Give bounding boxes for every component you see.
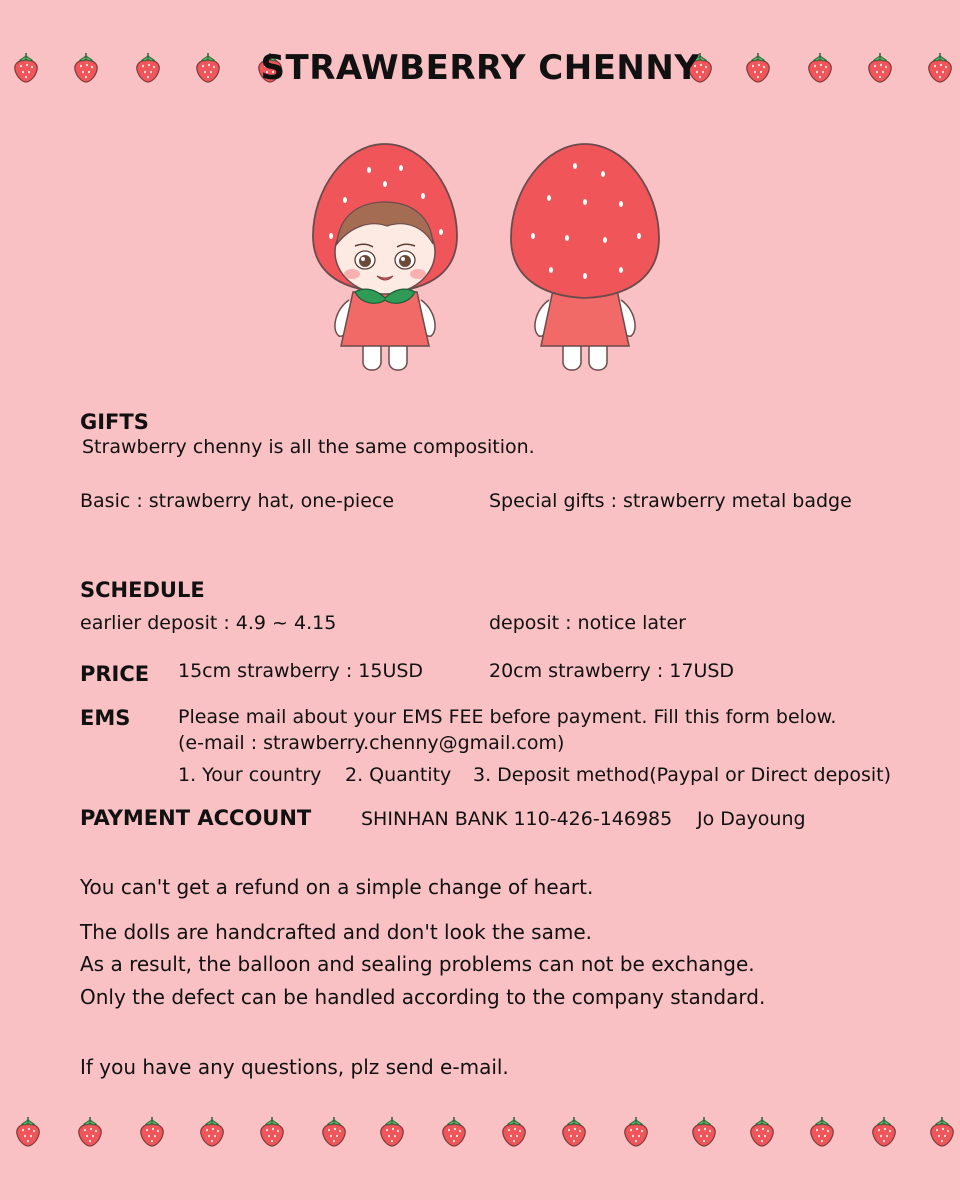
- gifts-intro: Strawberry chenny is all the same composition.: [82, 436, 535, 458]
- gifts-heading: GIFTS: [80, 410, 149, 434]
- strawberry-icon: [320, 1116, 348, 1148]
- payment-account-holder: Jo Dayoung: [697, 808, 806, 830]
- doll-back-illustration: [505, 140, 665, 380]
- ems-form-item-deposit-method: 3. Deposit method(Paypal or Direct deposit): [473, 764, 892, 786]
- doll-front-illustration: [305, 140, 465, 380]
- gifts-basic: Basic : strawberry hat, one-piece: [80, 490, 395, 512]
- handcrafted-notice: The dolls are handcrafted and don't look the same.: [80, 920, 593, 944]
- strawberry-icon: [258, 1116, 286, 1148]
- strawberry-icon: [690, 1116, 718, 1148]
- strawberry-icon: [870, 1116, 898, 1148]
- schedule-earlier-deposit: earlier deposit : 4.9 ~ 4.15: [80, 612, 337, 634]
- strawberry-icon: [500, 1116, 528, 1148]
- payment-heading: PAYMENT ACCOUNT: [80, 806, 312, 830]
- ems-form-item-quantity: 2. Quantity: [345, 764, 452, 786]
- ems-heading: EMS: [80, 706, 131, 730]
- strawberry-icon: [928, 1116, 956, 1148]
- strawberry-icon: [748, 1116, 776, 1148]
- bottom-strawberry-border: [0, 1116, 960, 1156]
- exchange-notice: As a result, the balloon and sealing problems can not be exchange.: [80, 952, 755, 976]
- gifts-special: Special gifts : strawberry metal badge: [489, 490, 852, 512]
- price-heading: PRICE: [80, 662, 150, 686]
- ems-form-item-country: 1. Your country: [178, 764, 322, 786]
- refund-notice: You can't get a refund on a simple change of heart.: [80, 875, 594, 899]
- ems-instruction: Please mail about your EMS FEE before payment. Fill this form below.: [178, 706, 837, 728]
- strawberry-icon: [198, 1116, 226, 1148]
- price-15cm: 15cm strawberry : 15USD: [178, 660, 424, 682]
- strawberry-icon: [14, 1116, 42, 1148]
- payment-account-number: SHINHAN BANK 110-426-146985: [361, 808, 673, 830]
- strawberry-icon: [138, 1116, 166, 1148]
- schedule-heading: SCHEDULE: [80, 578, 205, 602]
- page-title: STRAWBERRY CHENNY: [260, 48, 700, 88]
- defect-notice: Only the defect can be handled according to the company standard.: [80, 985, 766, 1009]
- strawberry-icon: [560, 1116, 588, 1148]
- strawberry-icon: [76, 1116, 104, 1148]
- contact-notice: If you have any questions, plz send e-mail.: [80, 1055, 509, 1079]
- price-20cm: 20cm strawberry : 17USD: [489, 660, 735, 682]
- strawberry-icon: [378, 1116, 406, 1148]
- strawberry-icon: [622, 1116, 650, 1148]
- strawberry-icon: [808, 1116, 836, 1148]
- ems-email: (e-mail : strawberry.chenny@gmail.com): [178, 732, 565, 754]
- strawberry-icon: [440, 1116, 468, 1148]
- schedule-deposit: deposit : notice later: [489, 612, 686, 634]
